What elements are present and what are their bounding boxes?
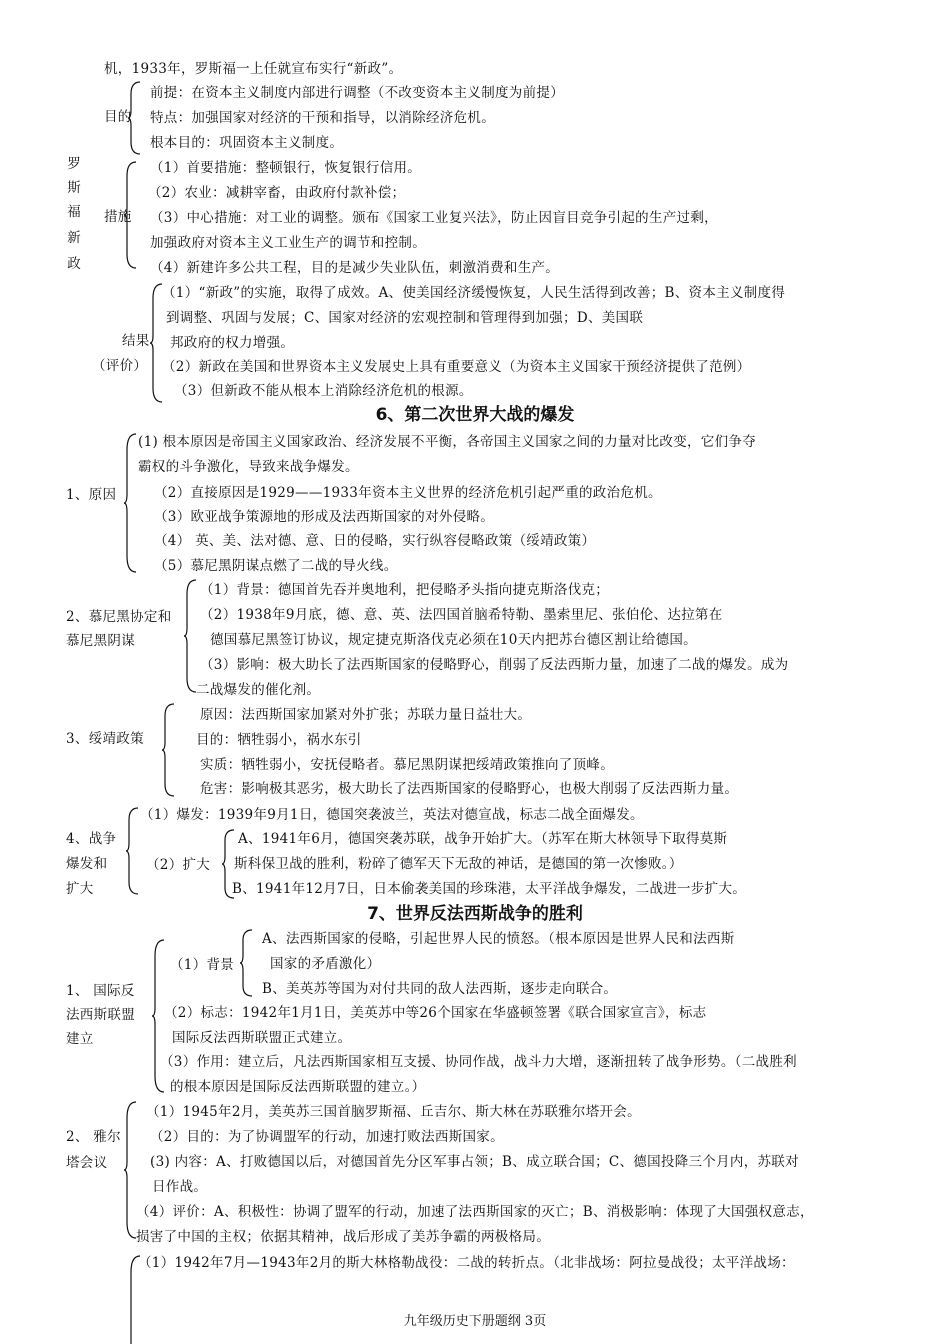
munich-1: （1）背景：德国首先吞并奥地利，把侵略矛头指向捷克斯洛伐克； [200, 582, 610, 598]
alliance-sign-b: 国际反法西斯联盟正式建立。 [172, 1030, 352, 1046]
result-label: 结果 [122, 333, 150, 349]
result-1a: （1）“新政”的实施，取得了成效。A、使美国经济缓慢恢复，人民生活得到改善；B、资本主义制度得 [162, 285, 786, 301]
measure-2: （2）农业：减耕宰畜，由政府付款补偿； [148, 185, 406, 201]
measures-brace [124, 160, 138, 270]
result-label-eval: （评价） [92, 358, 148, 374]
munich-label: 2、慕尼黑协定和 [66, 609, 172, 625]
munich-label-2: 慕尼黑阴谋 [66, 633, 135, 649]
munich-brace [184, 578, 198, 694]
munich-2a: （2）1938年9月底，德、意、英、法四国首脑希特勒、墨索里尼、张伯伦、达拉第在 [200, 607, 723, 623]
yalta-4b: 损害了中国的主权；依据其精神，战后形成了美苏争霸的两极格局。 [136, 1229, 550, 1245]
munich-2b: 德国慕尼黑签订协议，规定捷克斯洛伐克必须在10天内把苏台德区割让给德国。 [210, 632, 697, 648]
cause-2: （2）直接原因是1929——1933年资本主义世界的经济危机引起严重的政治危机。 [154, 485, 662, 501]
war-expand-b: B、1941年12月7日，日本偷袭美国的珍珠港，太平洋战争爆发，二战进一步扩大。 [232, 881, 747, 897]
cause-brace [124, 432, 138, 574]
yalta-3a: (3) 内容：A、打败德国以后，对德国首先分区军事占领；B、成立联合国；C、德国投降三个月内，苏联对 [150, 1154, 799, 1170]
yalta-label-1: 2、 雅尔 [66, 1129, 121, 1145]
alliance-label-1: 1、 国际反 [66, 983, 135, 999]
measure-4: （4）新建许多公共工程，目的是减少失业队伍，刺激消费和生产。 [150, 260, 560, 276]
cause-label: 1、原因 [66, 487, 117, 503]
purpose-fundamental: 根本目的：巩固资本主义制度。 [150, 135, 344, 151]
purpose-premise: 前提：在资本主义制度内部进行调整（不改变资本主义制度为前提） [150, 85, 564, 101]
yalta-4a: （4）评价：A、积极性：协调了盟军的行动，加速了法西斯国家的灭亡；B、消极影响：体现了大国强权意志， [136, 1204, 814, 1220]
section-6-title: 6、第二次世界大战的爆发 [375, 405, 575, 425]
appeasement-purpose: 目的：牺牲弱小，祸水东引 [196, 732, 362, 748]
yalta-3b: 日作战。 [152, 1179, 208, 1195]
munich-3a: （3）影响：极大助长了法西斯国家的侵略野心，削弱了反法西斯力量，加速了二战的爆发。成为 [200, 657, 789, 673]
result-3: （3）但新政不能从根本上消除经济危机的根源。 [174, 383, 473, 399]
war-label-3: 扩大 [66, 881, 94, 897]
appeasement-harm: 危害：影响极其恶劣，极大助长了法西斯国家的侵略野心，也极大削弱了反法西斯力量。 [200, 781, 739, 797]
cause-3: （3）欧亚战争策源地的形成及法西斯国家的对外侵略。 [154, 509, 495, 525]
war-brace [126, 806, 140, 896]
turning-point-1: （1）1942年7月—1943年2月的斯大林格勒战役：二战的转折点。（北非战场：阿拉曼战役；太平洋战场： [138, 1255, 795, 1271]
purpose-brace [128, 80, 142, 156]
cause-1b: 霸权的斗争激化，导致来战争爆发。 [138, 459, 359, 475]
purpose-feature: 特点：加强国家对经济的干预和指导，以消除经济危机。 [150, 110, 495, 126]
alliance-bg-a2: 国家的矛盾激化） [270, 956, 381, 972]
alliance-label-2: 法西斯联盟 [66, 1007, 135, 1023]
alliance-effect-b: 的根本原因是国际反法西斯联盟的建立。） [170, 1079, 426, 1095]
document-page: 机，1933年，罗斯福一上任就宣布实行“新政”。 罗 斯 福 新 政 目的 前提：在资本主义制度内部进行调整（不改变资本主义制度为前提） 特点：加强国家对经济的干预和指导，以消除经济危机。 根本目的：巩固资本主义制度。 措施 （1）首要措施：整顿银行，恢复银行信用。 （2）农业：减耕宰畜，由政府付款补偿； （3）中心措施：对工业的调整。颁布《国家工业复兴法》，防止因盲目竞争引起的生产过剩， 加强政府对资本主义工业生产的调节和控制。 （4）新建许多公共工程，目的是减少失业队伍，刺激消费和生产。 结果 （评价） （1）“新政”的实施，取得了成效。A、使美国经济缓慢恢复，人民生活得到改善；B、资本主义制度得 到调整、巩固与发展；C、国家对经济的宏观控制和管理得到加强；D、美国联 邦政府的权力增强。 （2）新政在美国和世界资本主义发展史上具有重要意义（为资本主义国家干预经济提供了范例） （3）但新政不能从根本上消除经济危机的根源。 6、第二次世界大战的爆发 1、原因 (1) 根本原因是帝国主义国家政治、经济发展不平衡，各帝国主义国家之间的力量对比改变，它们争夺 霸权的斗争激化，导致来战争爆发。 （2）直接原因是1929——1933年资本主义世界的经济危机引起严重的政治危机。 （3）欧亚战争策源地的形成及法西斯国家的对外侵略。 （4） 英、美、法对德、意、日的侵略，实行纵容侵略政策（绥靖政策） （5）慕尼黑阴谋点燃了二战的导火线。 2、慕尼黑协定和 慕尼黑阴谋 （1）背景：德国首先吞并奥地利，把侵略矛头指向捷克斯洛伐克； （2）1938年9月底，德、意、英、法四国首脑希特勒、墨索里尼、张伯伦、达拉第在 德国慕尼黑签订协议，规定捷克斯洛伐克必须在10天内把苏台德区割让给德国。 （3）影响：极大助长了法西斯国家的侵略野心，削弱了反法西斯力量，加速了二战的爆发。成为 二战爆发的催化剂。 3、绥靖政策 原因：法西斯国家加紧对外扩张；苏联力量日益壮大。 目的：牺牲弱小，祸水东引 实质：牺牲弱小，安抚侵略者。慕尼黑阴谋把绥靖政策推向了顶峰。 危害：影响极其恶劣，极大助长了法西斯国家的侵略野心，也极大削弱了反法西斯力量。 4、战争 爆发和 扩大 （1）爆发：1939年9月1日，德国突袭波兰，英法对德宣战，标志二战全面爆发。 （2）扩大 A、1941年6月，德国突袭苏联，战争开始扩大。（苏军在斯大林领导下取得莫斯 斯科保卫战的胜利，粉碎了德军天下无敌的神话，是德国的第一次惨败。） B、1941年12月7日，日本偷袭美国的珍珠港，太平洋战争爆发，二战进一步扩大。 7、世界反法西斯战争的胜利 1、 国际反 法西斯联盟 建立 （1）背景 A、法西斯国家的侵略，引起世界人民的愤怒。（根本原因是世界人民和法西斯 国家的矛盾激化） B、美英苏等国为对付共同的敌人法西斯，逐步走向联合。 （2）标志：1942年1月1日，美英苏中等26个国家在华盛顿签署《联合国家宣言》，标志 国际反法西斯联盟正式建立。 （3）作用：建立后，凡法西斯国家相互支援、协同作战，战斗力大增，逐渐扭转了战争形势。（二战胜利 的根本原因是国际反法西斯联盟的建立。） 2、 雅尔 塔会议 （1）1945年2月，美英苏三国首脑罗斯福、丘吉尔、斯大林在苏联雅尔塔开会。 （2）目的：为了协调盟军的行动，加速打败法西斯国家。 (3) 内容：A、打败德国以后，对德国首先分区军事占领；B、成立联合国；C、德国投降三个月内，苏联对 日作战。 （4）评价：A、积极性：协调了盟军的行动，加速了法西斯国家的灭亡；B、消极影响：体现了大国强权意志， 损害了中国的主权；依据其精神，战后形成了美苏争霸的两极格局。 （1）1942年7月—1943年2月的斯大林格勒战役：二战的转折点。（北非战场：阿拉曼战役；太平洋战场： 九年级历史下册题纲 3页 [0, 0, 950, 1344]
cause-4: （4） 英、美、法对德、意、日的侵略，实行纵容侵略政策（绥靖政策） [154, 533, 596, 549]
war-expand-label: （2）扩大 [146, 857, 211, 873]
alliance-bg-label: （1）背景 [170, 957, 235, 973]
war-label-1: 4、战争 [66, 831, 117, 847]
result-1b: 到调整、巩固与发展；C、国家对经济的宏观控制和管理得到加强；D、美国联 [166, 310, 644, 326]
cause-1a: (1) 根本原因是帝国主义国家政治、经济发展不平衡，各帝国主义国家之间的力量对比改变，它们争夺 [138, 434, 757, 450]
war-outbreak: （1）爆发：1939年9月1日，德国突袭波兰，英法对德宣战，标志二战全面爆发。 [140, 807, 644, 823]
cause-5: （5）慕尼黑阴谋点燃了二战的导火线。 [154, 558, 398, 574]
alliance-sign-a: （2）标志：1942年1月1日，美英苏中等26个国家在华盛顿签署《联合国家宣言》，标志 [164, 1005, 707, 1021]
appeasement-label: 3、绥靖政策 [66, 731, 144, 747]
alliance-bg-brace [240, 928, 254, 998]
appeasement-cause: 原因：法西斯国家加紧对外扩张；苏联力量日益壮大。 [200, 707, 532, 723]
alliance-effect-a: （3）作用：建立后，凡法西斯国家相互支援、协同作战，战斗力大增，逐渐扭转了战争形势。（二战胜利 [160, 1054, 797, 1070]
appeasement-brace [162, 702, 176, 798]
purpose-label: 目的 [104, 109, 132, 125]
alliance-bg-a1: A、法西斯国家的侵略，引起世界人民的愤怒。（根本原因是世界人民和法西斯 [262, 931, 735, 947]
appeasement-essence: 实质：牺牲弱小，安抚侵略者。慕尼黑阴谋把绥靖政策推向了顶峰。 [200, 757, 614, 773]
measure-3b: 加强政府对资本主义工业生产的调节和控制。 [150, 235, 426, 251]
war-expand-a2: 斯科保卫战的胜利，粉碎了德军天下无敌的神话，是德国的第一次惨败。） [234, 856, 683, 872]
measure-3a: （3）中心措施：对工业的调整。颁布《国家工业复兴法》，防止因盲目竞争引起的生产过剩， [150, 210, 718, 226]
yalta-1: （1）1945年2月，美英苏三国首脑罗斯福、丘吉尔、斯大林在苏联雅尔塔开会。 [146, 1104, 641, 1120]
alliance-label-3: 建立 [66, 1031, 94, 1047]
result-2: （2）新政在美国和世界资本主义发展史上具有重要意义（为资本主义国家干预经济提供了范例） [162, 359, 751, 375]
alliance-bg-b: B、美英苏等国为对付共同的敌人法西斯，逐步走向联合。 [262, 981, 618, 997]
page-footer: 九年级历史下册题纲 3页 [403, 1314, 547, 1329]
section-7-title: 7、世界反法西斯战争的胜利 [367, 904, 583, 924]
yalta-2: （2）目的：为了协调盟军的行动，加速打败法西斯国家。 [150, 1129, 504, 1145]
munich-3b: 二战爆发的催化剂。 [196, 682, 321, 698]
war-expand-a1: A、1941年6月，德国突袭苏联，战争开始扩大。（苏军在斯大林领导下取得莫斯 [238, 831, 728, 847]
war-label-2: 爆发和 [66, 856, 108, 872]
yalta-label-2: 塔会议 [66, 1155, 108, 1171]
measures-label: 措施 [104, 209, 132, 225]
result-1c: 邦政府的权力增强。 [170, 335, 295, 351]
measure-1: （1）首要措施：整顿银行，恢复银行信用。 [150, 160, 422, 176]
new-deal-intro: 机，1933年，罗斯福一上任就宣布实行“新政”。 [104, 61, 403, 77]
